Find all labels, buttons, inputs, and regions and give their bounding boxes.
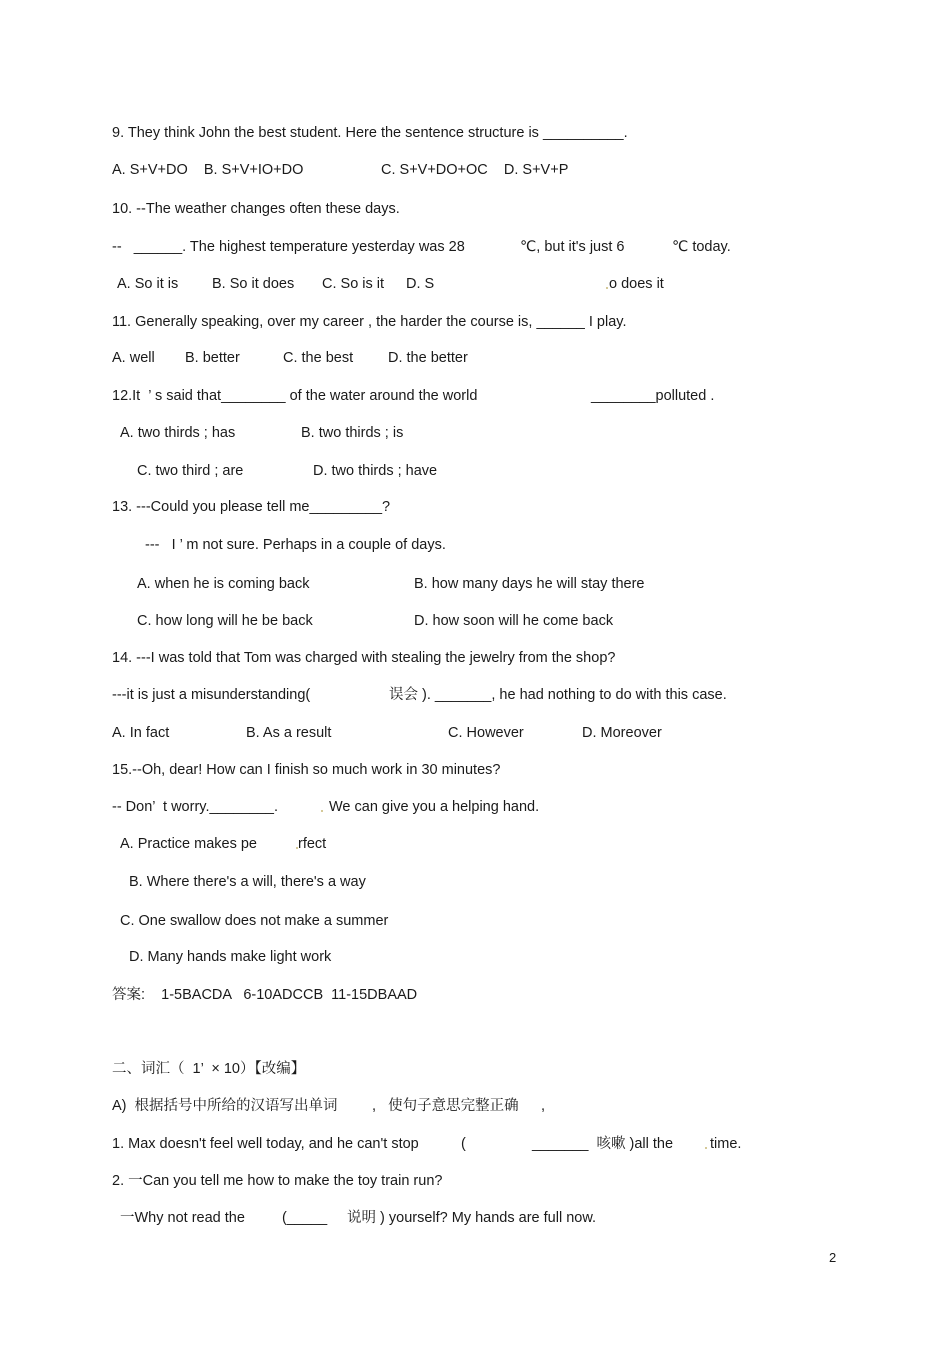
line: B. how many days he will stay there	[414, 576, 645, 592]
line: C. One swallow does not make a summer	[120, 913, 389, 929]
line: 14. ---I was told that Tom was charged with stealing the jewelry from the shop?	[112, 650, 616, 666]
line: C. S+V+DO+OC D. S+V+P	[381, 162, 569, 178]
line: 11. Generally speaking, over my career , the harder the course is, ______ I play.	[112, 314, 627, 330]
line: D. S	[406, 276, 435, 292]
line: 说明 ) yourself? My hands are full now.	[347, 1210, 597, 1226]
line: 15.--Oh, dear! How can I finish so much work in 30 minutes?	[112, 762, 501, 778]
line: A. when he is coming back	[137, 576, 310, 592]
line: A. two thirds ; has	[120, 425, 236, 441]
line: 误会 ). _______, he had nothing to do with this case.	[389, 687, 727, 703]
line: D. the better	[388, 350, 468, 366]
line: (	[461, 1136, 466, 1152]
line: time.	[710, 1136, 742, 1152]
line: D. Moreover	[582, 725, 662, 741]
line: C. the best	[283, 350, 354, 366]
line: C. how long will he be back	[137, 613, 313, 629]
line: 二、词汇（ 1’ × 10）【改编】	[112, 1061, 306, 1077]
line: B. So it does	[212, 276, 295, 292]
line: , 使句子意思完整正确	[372, 1098, 519, 1114]
line: D. Many hands make light work	[129, 949, 332, 965]
line: 10. --The weather changes often these days.	[112, 201, 400, 217]
page-number: 2	[829, 1250, 837, 1265]
line: --- I ’ m not sure. Perhaps in a couple of days.	[145, 537, 446, 553]
line: o does it	[609, 276, 664, 292]
line: C. two third ; are	[137, 463, 244, 479]
line: 一Why not read the	[120, 1210, 245, 1226]
line: 2. 一Can you tell me how to make the toy train run?	[112, 1173, 443, 1189]
line: B. Where there's a will, there's a way	[129, 874, 366, 890]
line: -- Don’ t worry.________.	[112, 799, 279, 815]
line: -- ______. The highest temperature yesterday was 28	[112, 239, 465, 255]
line: C. However	[448, 725, 524, 741]
line: _______ 咳嗽 )all the	[532, 1136, 674, 1152]
scan-dot	[321, 810, 323, 812]
line: 12.It ’ s said that________ of the water around the world	[112, 388, 478, 404]
line: A. Practice makes pe	[120, 836, 257, 852]
scan-dot	[705, 1147, 707, 1149]
line: A) 根据括号中所给的汉语写出单词	[112, 1098, 338, 1114]
line: 9. They think John the best student. Here the sentence structure is __________.	[112, 125, 628, 141]
line: ________polluted .	[591, 388, 715, 404]
line: B. two thirds ; is	[301, 425, 404, 441]
line: ,	[541, 1098, 546, 1114]
scan-dot	[606, 287, 608, 289]
line: D. two thirds ; have	[313, 463, 438, 479]
line: A. In fact	[112, 725, 170, 741]
line: A. well	[112, 350, 155, 366]
line: 答案: 1-5BACDA 6-10ADCCB 11-15DBAAD	[112, 987, 418, 1003]
line: A. S+V+DO B. S+V+IO+DO	[112, 162, 304, 178]
line: 1. Max doesn't feel well today, and he can't stop	[112, 1136, 419, 1152]
line: C. So is it	[322, 276, 385, 292]
line: We can give you a helping hand.	[329, 799, 540, 815]
line: ---it is just a misunderstanding(	[112, 687, 311, 703]
line: A. So it is	[117, 276, 179, 292]
line: 13. ---Could you please tell me_________?	[112, 499, 391, 515]
line: B. As a result	[246, 725, 332, 741]
line: ℃, but it's just 6	[520, 239, 625, 255]
line: ℃ today.	[672, 239, 731, 255]
line: D. how soon will he come back	[414, 613, 614, 629]
line: B. better	[185, 350, 240, 366]
line: (_____	[282, 1210, 328, 1226]
line: rfect	[298, 836, 327, 852]
